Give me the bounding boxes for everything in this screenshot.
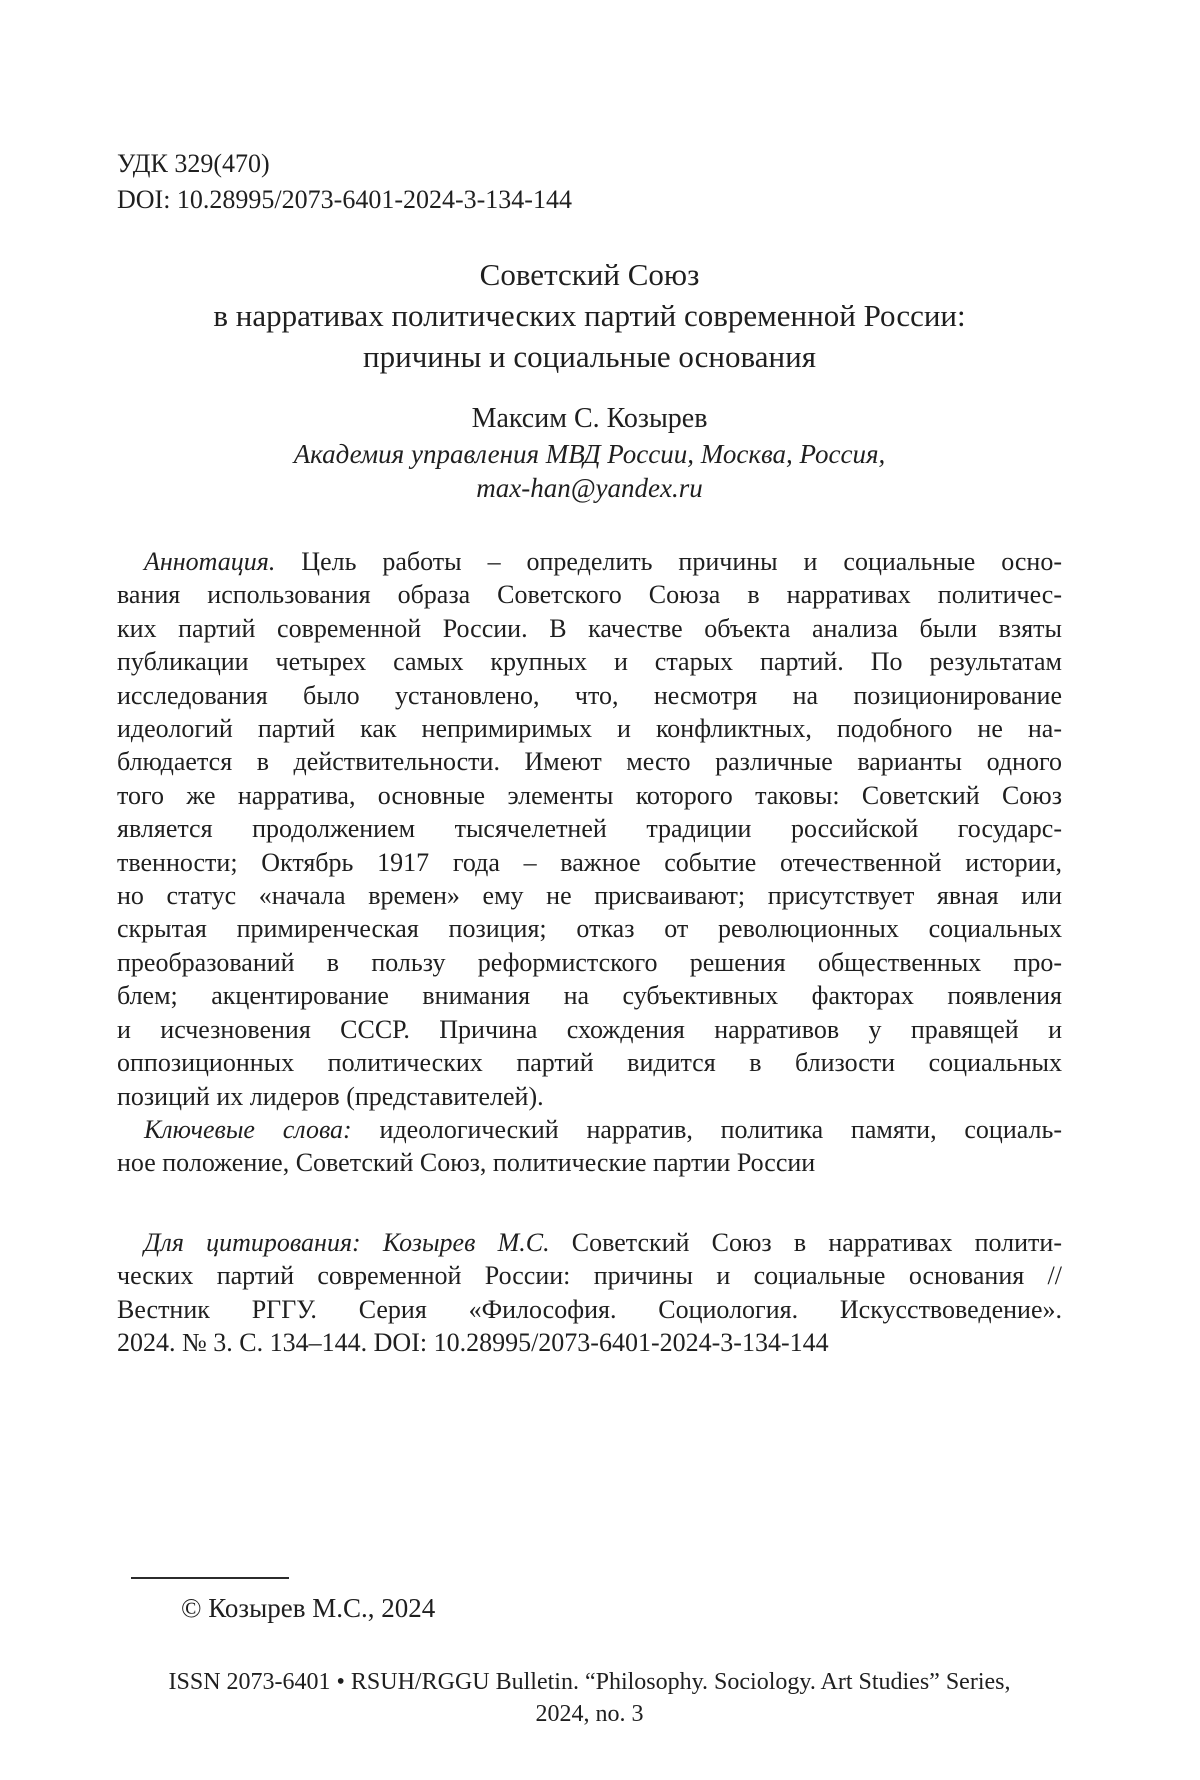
author-email: max-han@yandex.ru (476, 473, 703, 503)
keywords-label: Ключевые слова: (144, 1114, 352, 1144)
abstract-line: исследования было установлено, что, несмотря на позиционирование (117, 680, 1062, 710)
abstract-line: вания использования образа Советского Союза в нарративах политичес- (117, 580, 1062, 610)
abstract-line: и исчезновения СССР. Причина схождения нарративов у правящей и (117, 1014, 1062, 1044)
keywords-line: ное положение, Советский Союз, политические партии России (117, 1148, 816, 1178)
author-name: Максим С. Козырев (471, 403, 708, 434)
citation-line (117, 1226, 1062, 1259)
abstract-line: идеологий партий как непримиримых и конфликтных, подобного не на- (117, 714, 1062, 744)
abstract-line (117, 545, 1062, 578)
copyright-text: © Козырев М.С., 2024 (181, 1593, 436, 1624)
abstract-line: твенности; Октябрь 1917 года – важное событие отечественной истории, (117, 847, 1062, 877)
keywords-line (117, 1113, 1062, 1146)
abstract-line: ких партий современной России. В качестве объекта анализа были взяты (117, 613, 1062, 643)
copyright-rule (131, 1577, 289, 1579)
abstract-text: Цель работы – определить причины и социальные осно- (275, 547, 1062, 576)
citation-label: Для цитирования: Козырев М.С. (144, 1227, 550, 1257)
abstract-line: преобразований в пользу реформистского решения общественных про- (117, 947, 1062, 977)
abstract-line: оппозиционных политических партий видится в близости социальных (117, 1048, 1062, 1078)
doi-line: DOI: 10.28995/2073-6401-2024-3-134-144 (117, 185, 572, 214)
citation-line: 2024. № 3. С. 134–144. DOI: 10.28995/2073-6401-2024-3-134-144 (117, 1327, 829, 1357)
abstract-line: скрытая примиренческая позиция; отказ от революционных социальных (117, 914, 1062, 944)
abstract-line: блюдается в действительности. Имеют место различные варианты одного (117, 747, 1062, 777)
abstract-line: является продолжением тысячелетней традиции российской государс- (117, 814, 1062, 844)
abstract-line: публикации четырех самых крупных и старых партий. По результатам (117, 647, 1062, 677)
copyright-block (117, 1577, 1062, 1625)
abstract-paragraph (117, 545, 1062, 1180)
article-title-line-2: в нарративах политических партий современной России: (213, 298, 966, 333)
citation-line: Вестник РГГУ. Серия «Философия. Социология. Искусствоведение». (117, 1294, 1062, 1324)
text-column (117, 0, 1062, 1730)
abstract-line: блем; акцентирование внимания на субъективных факторах появления (117, 981, 1062, 1011)
footer-issue-line: 2024, no. 3 (535, 1701, 644, 1728)
citation-line: ческих партий современной России: причины и социальные основания // (117, 1261, 1062, 1291)
citation-text: Советский Союз в нарративах полити- (549, 1227, 1062, 1257)
article-title-line-1: Советский Союз (479, 257, 700, 292)
abstract-line: того же нарратива, основные элементы которого таковы: Советский Союз (117, 780, 1062, 810)
author-affiliation: Академия управления МВД России, Москва, Россия, (293, 439, 886, 469)
article-title-line-3: причины и социальные основания (363, 339, 816, 374)
article-title (117, 254, 1062, 377)
abstract-line: но статус «начала времен» ему не присваивают; присутствует явная или (117, 881, 1062, 911)
keywords-text: идеологический нарратив, политика памяти, социаль- (351, 1114, 1062, 1144)
page-footer (117, 1666, 1062, 1730)
abstract-line: позиций их лидеров (представителей). (117, 1081, 544, 1111)
abstract-label: Аннотация. (144, 547, 276, 576)
udc-line: УДК 329(470) (117, 149, 270, 178)
footer-issn-line: ISSN 2073-6401 • RSUH/RGGU Bulletin. “Philosophy. Sociology. Art Studies” Series, (168, 1669, 1011, 1696)
citation-paragraph (117, 1226, 1062, 1360)
header-identifiers (117, 0, 1062, 218)
